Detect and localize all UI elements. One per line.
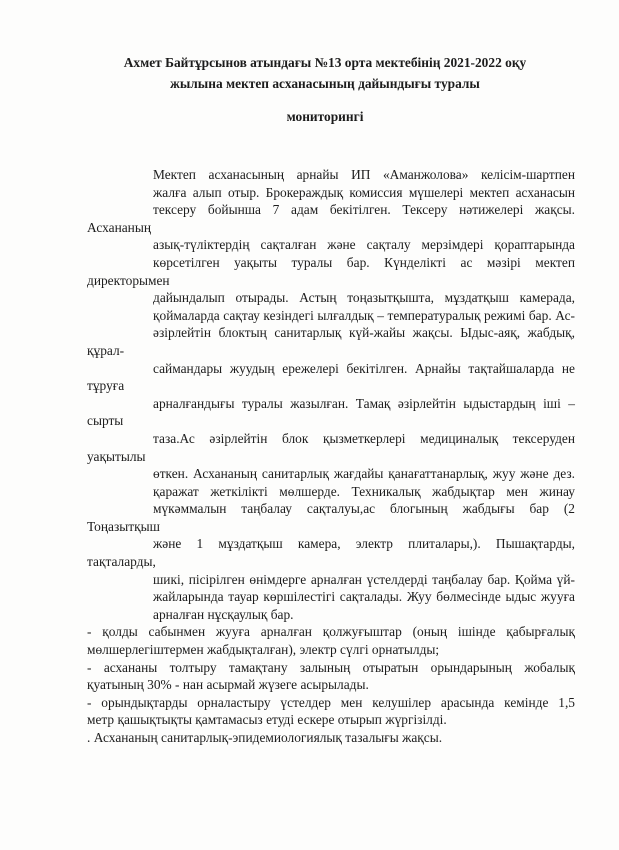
document-subtitle: мониторингі xyxy=(286,109,364,124)
bullet-item-hand-washing xyxy=(87,623,575,658)
title-line-1: Ахмет Байтұрсынов атындағы №13 орта мектебінің 2021-2022 оқу xyxy=(123,55,527,70)
text-line: таза.Ас әзірлейтін блок қызметкерлері медициналық тексеруден уақытылы xyxy=(87,430,575,464)
text-line: - асхананы толтыру тамақтану залының отыратын орындарының жобалық xyxy=(87,659,575,675)
closing-statement xyxy=(87,729,575,747)
text-line: - қолды сабынмен жууға арналған қолжуғыштар (оның ішінде қабырғалық xyxy=(87,624,575,640)
text-line: және 1 мұздатқыш камера, электр плиталары,). Пышақтарды, тақталарды, xyxy=(87,536,575,570)
text-line: қуатының 30% - нан асырмай жүзеге асырылады. xyxy=(87,677,369,693)
text-line: арналған нұсқаулық бар. xyxy=(153,606,294,622)
text-line: тексеру бойынша 7 адам бекітілген. Тексеру нәтижелері жақсы. Асхананың xyxy=(87,202,575,235)
text-line: шикі, пісірілген өнімдерге арналған үстелдерді таңбалау бар. Қойма үй- xyxy=(153,571,575,587)
text-line: - орындықтарды орналастыру үстелдер мен келушілер арасында кемінде 1,5 xyxy=(87,694,575,710)
text-line: арналғандығы туралы жазылған. Тамақ әзірлейтін ыдыстардың іші –сырты xyxy=(87,395,575,429)
title-line-2: жылына мектеп асханасының дайындығы туралы xyxy=(170,76,480,91)
text-line: жалға алып отыр. Брокераждық комиссия мүшелері мектеп асханасын xyxy=(153,184,575,200)
bullet-item-capacity xyxy=(87,659,575,694)
text-line: саймандары жуудың ережелері бекітілген. Арнайы тақтайшаларда не тұруға xyxy=(87,360,575,394)
document-title xyxy=(80,52,570,94)
main-paragraph xyxy=(87,166,575,623)
text-line: көрсетілген уақыты туралы бар. Күнделікті ас мәзірі мектеп директорымен xyxy=(87,254,575,288)
text-line: метр қашықтықты қамтамасыз етуді ескере отырып жүргізілді. xyxy=(87,712,447,728)
text-line: . Асхананың санитарлық-эпидемиологиялық тазалығы жақсы. xyxy=(87,730,443,745)
text-line: мөлшерлегіштермен жабдықталған), электр сүлгі орнатылды; xyxy=(87,642,440,658)
text-line: азық-түліктердің сақталған және сақталу мерзімдері қорaптарында xyxy=(153,237,575,253)
text-line: жайларында тауар көршілестігі сақталады. Жуу бөлмесінде ыдыс жууға xyxy=(153,589,575,605)
text-line: қаражат жеткілікті мөлшерде. Техникалық жабдықтар мен жинау xyxy=(153,483,575,499)
document-body xyxy=(87,166,575,747)
text-line: өткен. Асхананың санитарлық жағдайы қанағаттанарлық, жуу және дез. xyxy=(153,466,575,482)
text-line: Мектеп асханасының арнайы ИП «Аманжолова» келісім-шартпен xyxy=(153,167,575,182)
bullet-item-distancing xyxy=(87,694,575,729)
text-line: дайындалып отырады. Астың тоңазытқышта, мұздатқыш камерада, xyxy=(153,290,575,306)
text-line: әзірлейтін блоктың санитарлық күй-жайы жақсы. Ыдыс-аяқ, жабдық, құрал- xyxy=(87,325,575,358)
text-line: қоймаларда сақтау кезіндегі ылғалдық – температуралық режимі бар. Ас- xyxy=(153,307,575,323)
text-line: мүкәммалын таңбалау сақталуы,ас блогының жабдығы бар (2 Тоңазытқыш xyxy=(87,501,575,534)
